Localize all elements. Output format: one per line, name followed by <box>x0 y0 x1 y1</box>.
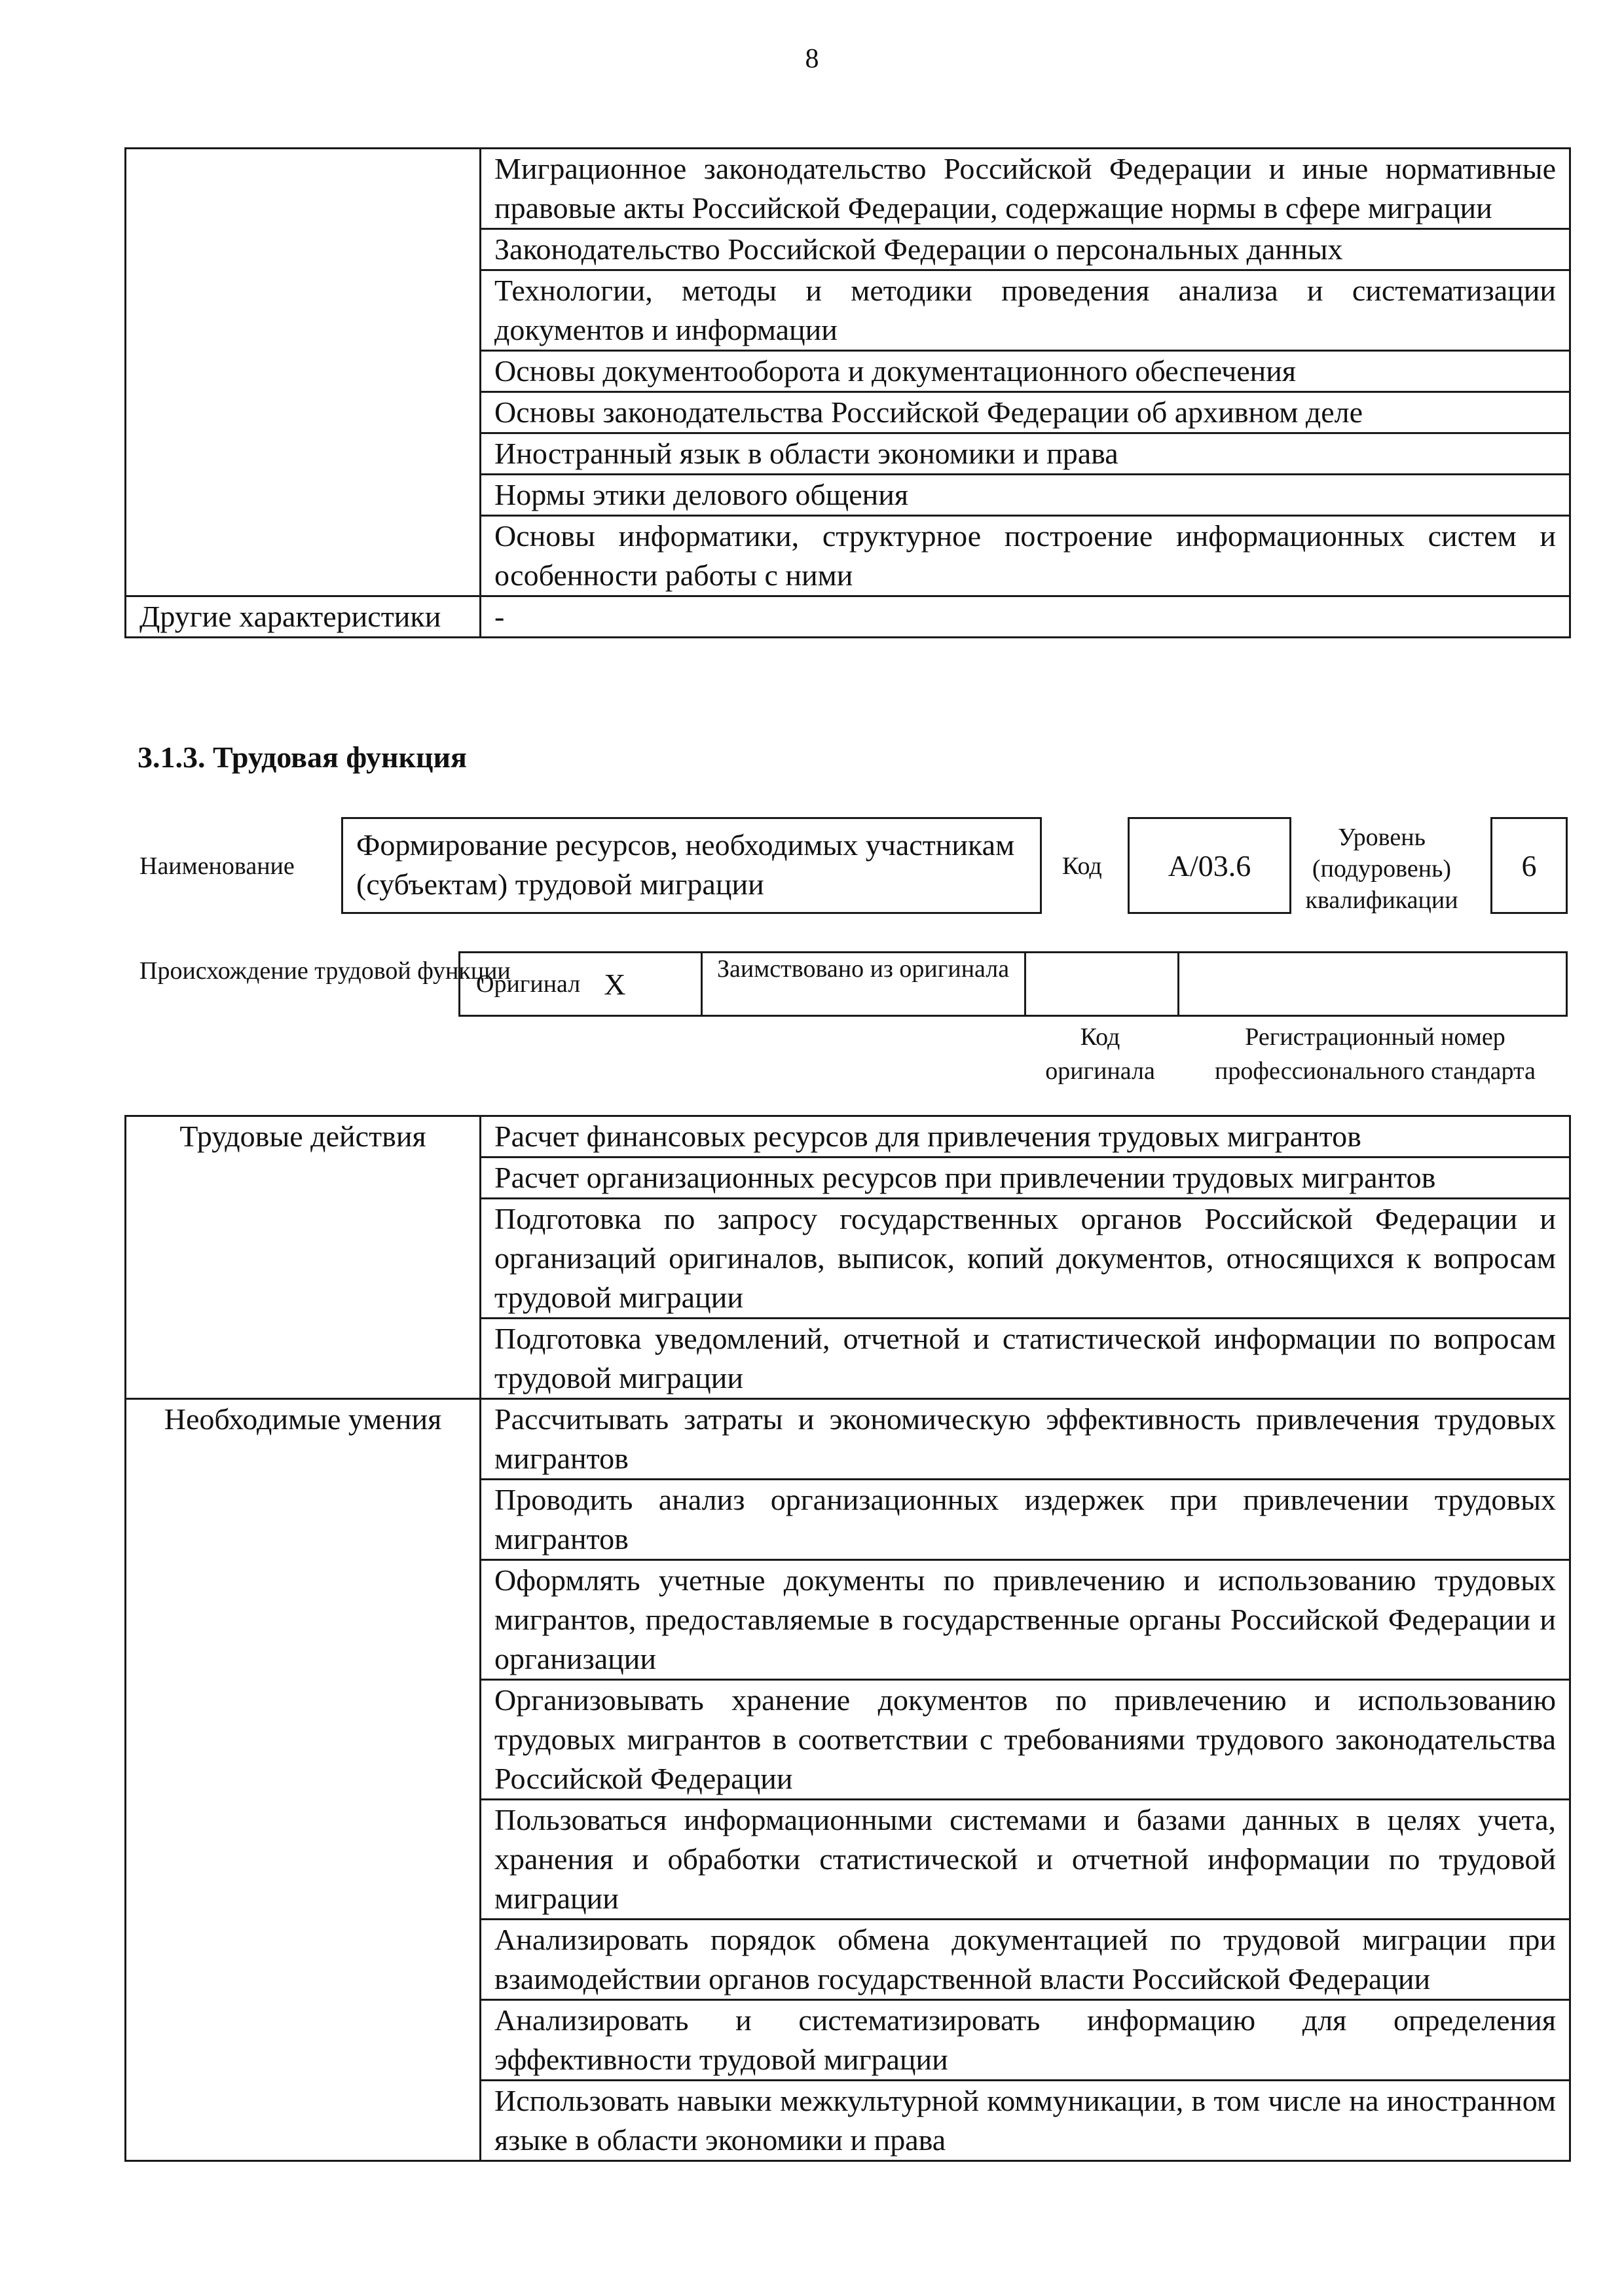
knowledge-table <box>124 147 1571 638</box>
function-name-box: Формирование ресурсов, необходимых участникам (субъектам) трудовой миграции <box>341 817 1042 914</box>
original-label: Оригинал <box>476 970 581 998</box>
skill-item: Использовать навыки межкультурной коммуникации, в том числе на иностранном языке в области экономики и права <box>481 2081 1570 2161</box>
skill-item: Пользоваться информационными системами и базами данных в целях учета, хранения и обработки статистической и отчетной информации по трудовой миграции <box>481 1800 1570 1920</box>
skill-item: Организовывать хранение документов по привлечению и использованию трудовых мигрантов в соответствии с требованиями трудового законодательства Российской Федерации <box>481 1680 1570 1800</box>
reg-number-label: Регистрационный номер профессионального стандарта <box>1215 1023 1536 1085</box>
code-original-cell <box>1026 953 1179 1015</box>
section-heading: 3.1.3. Трудовая функция <box>138 740 467 774</box>
other-characteristics-value: - <box>481 596 1570 638</box>
skill-item: Проводить анализ организационных издержек при привлечении трудовых мигрантов <box>481 1480 1570 1560</box>
skill-item: Анализировать и систематизировать информацию для определения эффективности трудовой миграции <box>481 2000 1570 2081</box>
labor-action-item: Подготовка уведомлений, отчетной и статистической информации по вопросам трудовой миграции <box>481 1319 1570 1399</box>
skill-item: Оформлять учетные документы по привлечению и использованию трудовых мигрантов, предоставляемые в государственные органы Российской Федерации и организации <box>481 1560 1570 1680</box>
other-characteristics-label: Другие характеристики <box>126 596 481 638</box>
qualification-level-box: 6 <box>1490 817 1568 914</box>
knowledge-item: Законодательство Российской Федерации о персональных данных <box>481 229 1570 270</box>
knowledge-item: Основы информатики, структурное построение информационных систем и особенности работы с ними <box>481 516 1570 596</box>
skill-item: Анализировать порядок обмена документацией по трудовой миграции при взаимодействии органов государственной власти Российской Федерации <box>481 1920 1570 2000</box>
labor-function-table <box>124 1115 1571 2162</box>
origin-strip <box>458 951 1568 1017</box>
borrowed-cell: Заимствовано из оригинала <box>703 953 1026 1015</box>
knowledge-item: Технологии, методы и методики проведения анализа и систематизации документов и информации <box>481 270 1570 351</box>
table-row <box>126 149 1570 229</box>
knowledge-item: Иностранный язык в области экономики и права <box>481 433 1570 475</box>
table-row <box>126 1399 1570 1480</box>
labor-action-item: Расчет организационных ресурсов при привлечении трудовых мигрантов <box>481 1157 1570 1199</box>
labor-action-item: Подготовка по запросу государственных органов Российской Федерации и организаций оригиналов, выписок, копий документов, относящихся к вопросам трудовой миграции <box>481 1199 1570 1319</box>
knowledge-item: Основы законодательства Российской Федерации об архивном деле <box>481 392 1570 433</box>
skill-item: Рассчитывать затраты и экономическую эффективность привлечения трудовых мигрантов <box>481 1399 1570 1480</box>
original-cell <box>460 953 703 1015</box>
code-label: Код <box>1062 852 1102 880</box>
labor-actions-label: Трудовые действия <box>126 1116 481 1399</box>
required-skills-label: Необходимые умения <box>126 1399 481 2161</box>
knowledge-item: Нормы этики делового общения <box>481 475 1570 516</box>
qualification-level-label: Уровень (подуровень) квалификации <box>1305 824 1458 914</box>
code-original-label: Код оригинала <box>1045 1023 1155 1085</box>
origin-label: Происхождение трудовой функции <box>139 957 511 985</box>
labor-action-item: Расчет финансовых ресурсов для привлечения трудовых мигрантов <box>481 1116 1570 1157</box>
knowledge-item: Миграционное законодательство Российской Федерации и иные нормативные правовые акты Российской Федерации, содержащие нормы в сфере миграции <box>481 149 1570 229</box>
page-number: 8 <box>805 44 819 74</box>
table-row <box>126 596 1570 638</box>
function-code-box: А/03.6 <box>1128 817 1291 914</box>
table-row <box>126 1116 1570 1157</box>
knowledge-item: Основы документооборота и документационного обеспечения <box>481 351 1570 392</box>
reg-number-cell <box>1179 953 1566 1015</box>
knowledge-label-cell <box>126 149 481 596</box>
original-mark: X <box>604 967 626 1001</box>
name-label: Наименование <box>139 852 295 880</box>
